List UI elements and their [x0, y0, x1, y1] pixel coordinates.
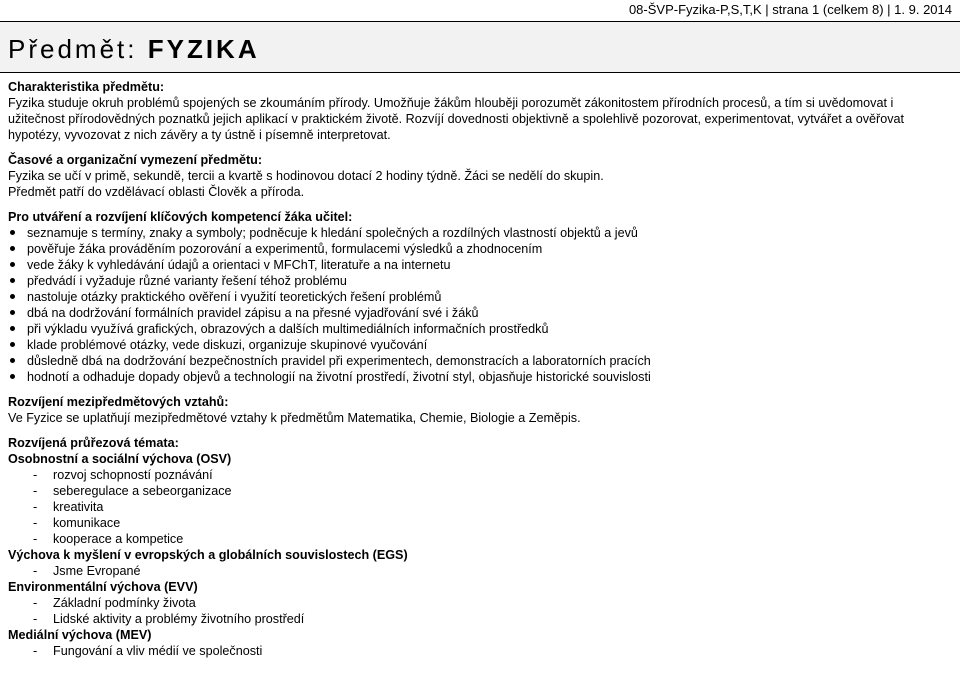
doc-date: 1. 9. 2014: [894, 2, 952, 17]
competences-list: [8, 225, 952, 385]
theme-group-list: [8, 643, 952, 659]
list-item: vede žáky k vyhledávání údajů a orientaci v MFChT, literatuře a na internetu: [8, 257, 952, 273]
list-item: - kreativita: [33, 500, 104, 514]
document-body: [8, 79, 952, 659]
document-header: 08-ŠVP-Fyzika-P,S,T,K | strana 1 (celkem 8) | 1. 9. 2014: [628, 2, 952, 17]
page-indicator: strana 1 (celkem 8): [772, 2, 884, 17]
theme-group-title: Environmentální výchova (EVV): [8, 580, 198, 594]
cross-subject-text: Ve Fyzice se uplatňují mezipředmětové vztahy k předmětům Matematika, Chemie, Biologie a Zeměpis.: [8, 411, 581, 425]
doc-code: 08-ŠVP-Fyzika-P,S,T,K: [628, 2, 762, 17]
characteristic-text: Fyzika studuje okruh problémů spojených se zkoumáním přírody. Umožňuje žákům hlouběji porozumět zákonitostem přírodních procesů, a tím si uvědomovat i užitečnost přírodovědných poznatků jejich aplikací v praktickém životě. Rozvíjí dovednosti objektivně a spolehlivě pozorovat, experimentovat, vytvářet a ověřovat hypotézy, vyvozovat z nich závěry a ty ústně i písemně interpretovat.: [8, 96, 905, 142]
organization-line-1: Fyzika se učí v primě, sekundě, tercii a kvartě s hodinovou dotací 2 hodiny týdně. Žáci se nedělí do skupin.: [8, 169, 604, 183]
organization-heading: Časové a organizační vymezení předmětu:: [8, 153, 263, 167]
cross-subject-heading: Rozvíjení mezipředmětových vztahů:: [8, 395, 229, 409]
title-divider: [0, 72, 960, 73]
list-item: seznamuje s termíny, znaky a symboly; podněcuje k hledání společných a rozdílných vlastností objektů a jevů: [8, 225, 952, 241]
list-item: - Fungování a vliv médií ve společnosti: [33, 644, 263, 658]
list-item: hodnotí a odhaduje dopady objevů a technologií na životní prostředí, životní styl, objasňuje historické souvislosti: [8, 369, 952, 385]
list-item: nastoluje otázky praktického ověření i využití teoretických řešení problémů: [8, 289, 952, 305]
list-item: - Lidské aktivity a problémy životního prostředí: [33, 612, 305, 626]
page-title: Předmět: FYZIKA: [8, 34, 260, 64]
theme-group-title: Osobnostní a sociální výchova (OSV): [8, 452, 232, 466]
themes-heading: Rozvíjená průřezová témata:: [8, 436, 179, 450]
list-item: - Základní podmínky života: [33, 596, 196, 610]
list-item: důsledně dbá na dodržování bezpečnostních pravidel při experimentech, demonstracích a laboratorních pracích: [8, 353, 952, 369]
competences-heading: Pro utváření a rozvíjení klíčových kompetencí žáka učitel:: [8, 210, 353, 224]
characteristic-heading: Charakteristika předmětu:: [8, 80, 165, 94]
list-item: předvádí i vyžaduje různé varianty řešení téhož problému: [8, 273, 952, 289]
list-item: - komunikace: [33, 516, 121, 530]
organization-line-2: Předmět patří do vzdělávací oblasti Člověk a příroda.: [8, 185, 305, 199]
list-item: - rozvoj schopností poznávání: [33, 468, 213, 482]
list-item: dbá na dodržování formálních pravidel zápisu a na přesné vyjadřování své i žáků: [8, 305, 952, 321]
theme-group-list: [8, 467, 952, 547]
list-item: klade problémové otázky, vede diskuzi, organizuje skupinové vyučování: [8, 337, 952, 353]
list-item: - kooperace a kompetice: [33, 532, 184, 546]
subject-name: FYZIKA: [147, 34, 260, 64]
list-item: - seberegulace a sebeorganizace: [33, 484, 232, 498]
list-item: pověřuje žáka prováděním pozorování a experimentů, formulacemi výsledků a zhodnocením: [8, 241, 952, 257]
list-item: - Jsme Evropané: [33, 564, 141, 578]
theme-group-title: Mediální výchova (MEV): [8, 628, 152, 642]
list-item: při výkladu využívá grafických, obrazových a dalších multimediálních informačních prostředků: [8, 321, 952, 337]
theme-group-list: [8, 595, 952, 627]
theme-group-title: Výchova k myšlení v evropských a globálních souvislostech (EGS): [8, 548, 408, 562]
theme-group-list: [8, 563, 952, 579]
